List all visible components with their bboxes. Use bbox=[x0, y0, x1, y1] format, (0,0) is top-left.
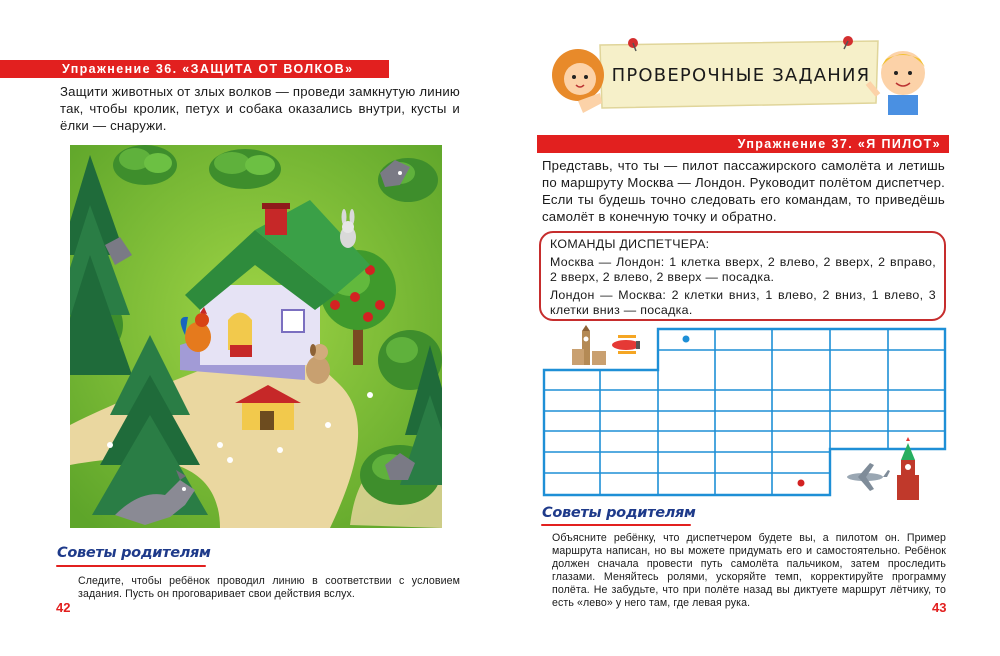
london-landmarks-icon bbox=[572, 325, 606, 365]
exercise-37-instruction: Представь, что ты — пилот пассажирского самолёта и летишь по маршруту Москва — Лондон. Руководит полётом диспетчер. Если ты будешь точно следовать его командам, то приведёшь самолёт в конечную точку и обратно. bbox=[542, 158, 945, 224]
exercise-37-label: Упражнение 37. «Я ПИЛОТ» bbox=[537, 135, 949, 153]
moscow-point bbox=[798, 480, 805, 487]
route-moscow-london: Москва — Лондон: 1 клетка вверх, 2 влево, 2 вверх, 2 вправо, 2 вверх, 2 влево, 2 вверх — посадка. bbox=[550, 254, 936, 284]
biplane-icon bbox=[612, 335, 640, 354]
page-number-42: 42 bbox=[56, 600, 71, 615]
header-title: ПРОВЕРОЧНЫЕ ЗАДАНИЯ bbox=[611, 65, 871, 86]
dispatcher-commands-box bbox=[539, 231, 946, 321]
bush-top-left bbox=[113, 145, 177, 185]
tips-underline-left bbox=[56, 565, 206, 567]
tips-underline-right bbox=[541, 524, 691, 526]
route-london-moscow: Лондон — Москва: 2 клетки вниз, 1 влево, 2 вниз, 1 влево, 3 клетки вниз — посадка. bbox=[550, 287, 936, 317]
dispatcher-title: КОМАНДЫ ДИСПЕТЧЕРА: bbox=[550, 237, 710, 251]
tips-text-left: Следите, чтобы ребёнок проводил линию в соответствии с условием задания. Пусть он проговаривает свои действия вслух. bbox=[78, 575, 460, 600]
exercise-36-label: Упражнение 36. «ЗАЩИТА ОТ ВОЛКОВ» bbox=[0, 60, 389, 78]
tips-title-left: Советы родителям bbox=[57, 545, 211, 561]
wolves-illustration[interactable] bbox=[70, 145, 442, 528]
exercise-36-instruction: Защити животных от злых волков — проведи замкнутую линию так, чтобы кролик, петух и собака оказались внутри, кусты и ёлки — снаружи. bbox=[60, 84, 460, 133]
page-number-43: 43 bbox=[932, 600, 947, 615]
bush-top-center bbox=[209, 149, 281, 189]
flight-grid-area bbox=[540, 325, 950, 500]
kremlin-tower-icon bbox=[897, 437, 919, 500]
london-point bbox=[683, 336, 690, 343]
girl-character bbox=[552, 49, 604, 113]
airplane-icon bbox=[847, 463, 890, 491]
tips-text-right: Объясните ребёнку, что диспетчером будете вы, а пилотом он. Пример маршрута написан, но вы можете придумать его и самостоятельно. Ребёнок должен сначала провести путь самолёта пальчиком, затем проследить глазами. Меняйтесь ролями, ускоряйте темп, корректируйте программу полёта. Не забудьте, что при полёте назад вы диктуете маршрут лётчику, то есть «лево» у него там, где левая рука. bbox=[552, 532, 946, 609]
tips-title-right: Советы родителям bbox=[542, 505, 696, 521]
right-page bbox=[500, 0, 1000, 656]
